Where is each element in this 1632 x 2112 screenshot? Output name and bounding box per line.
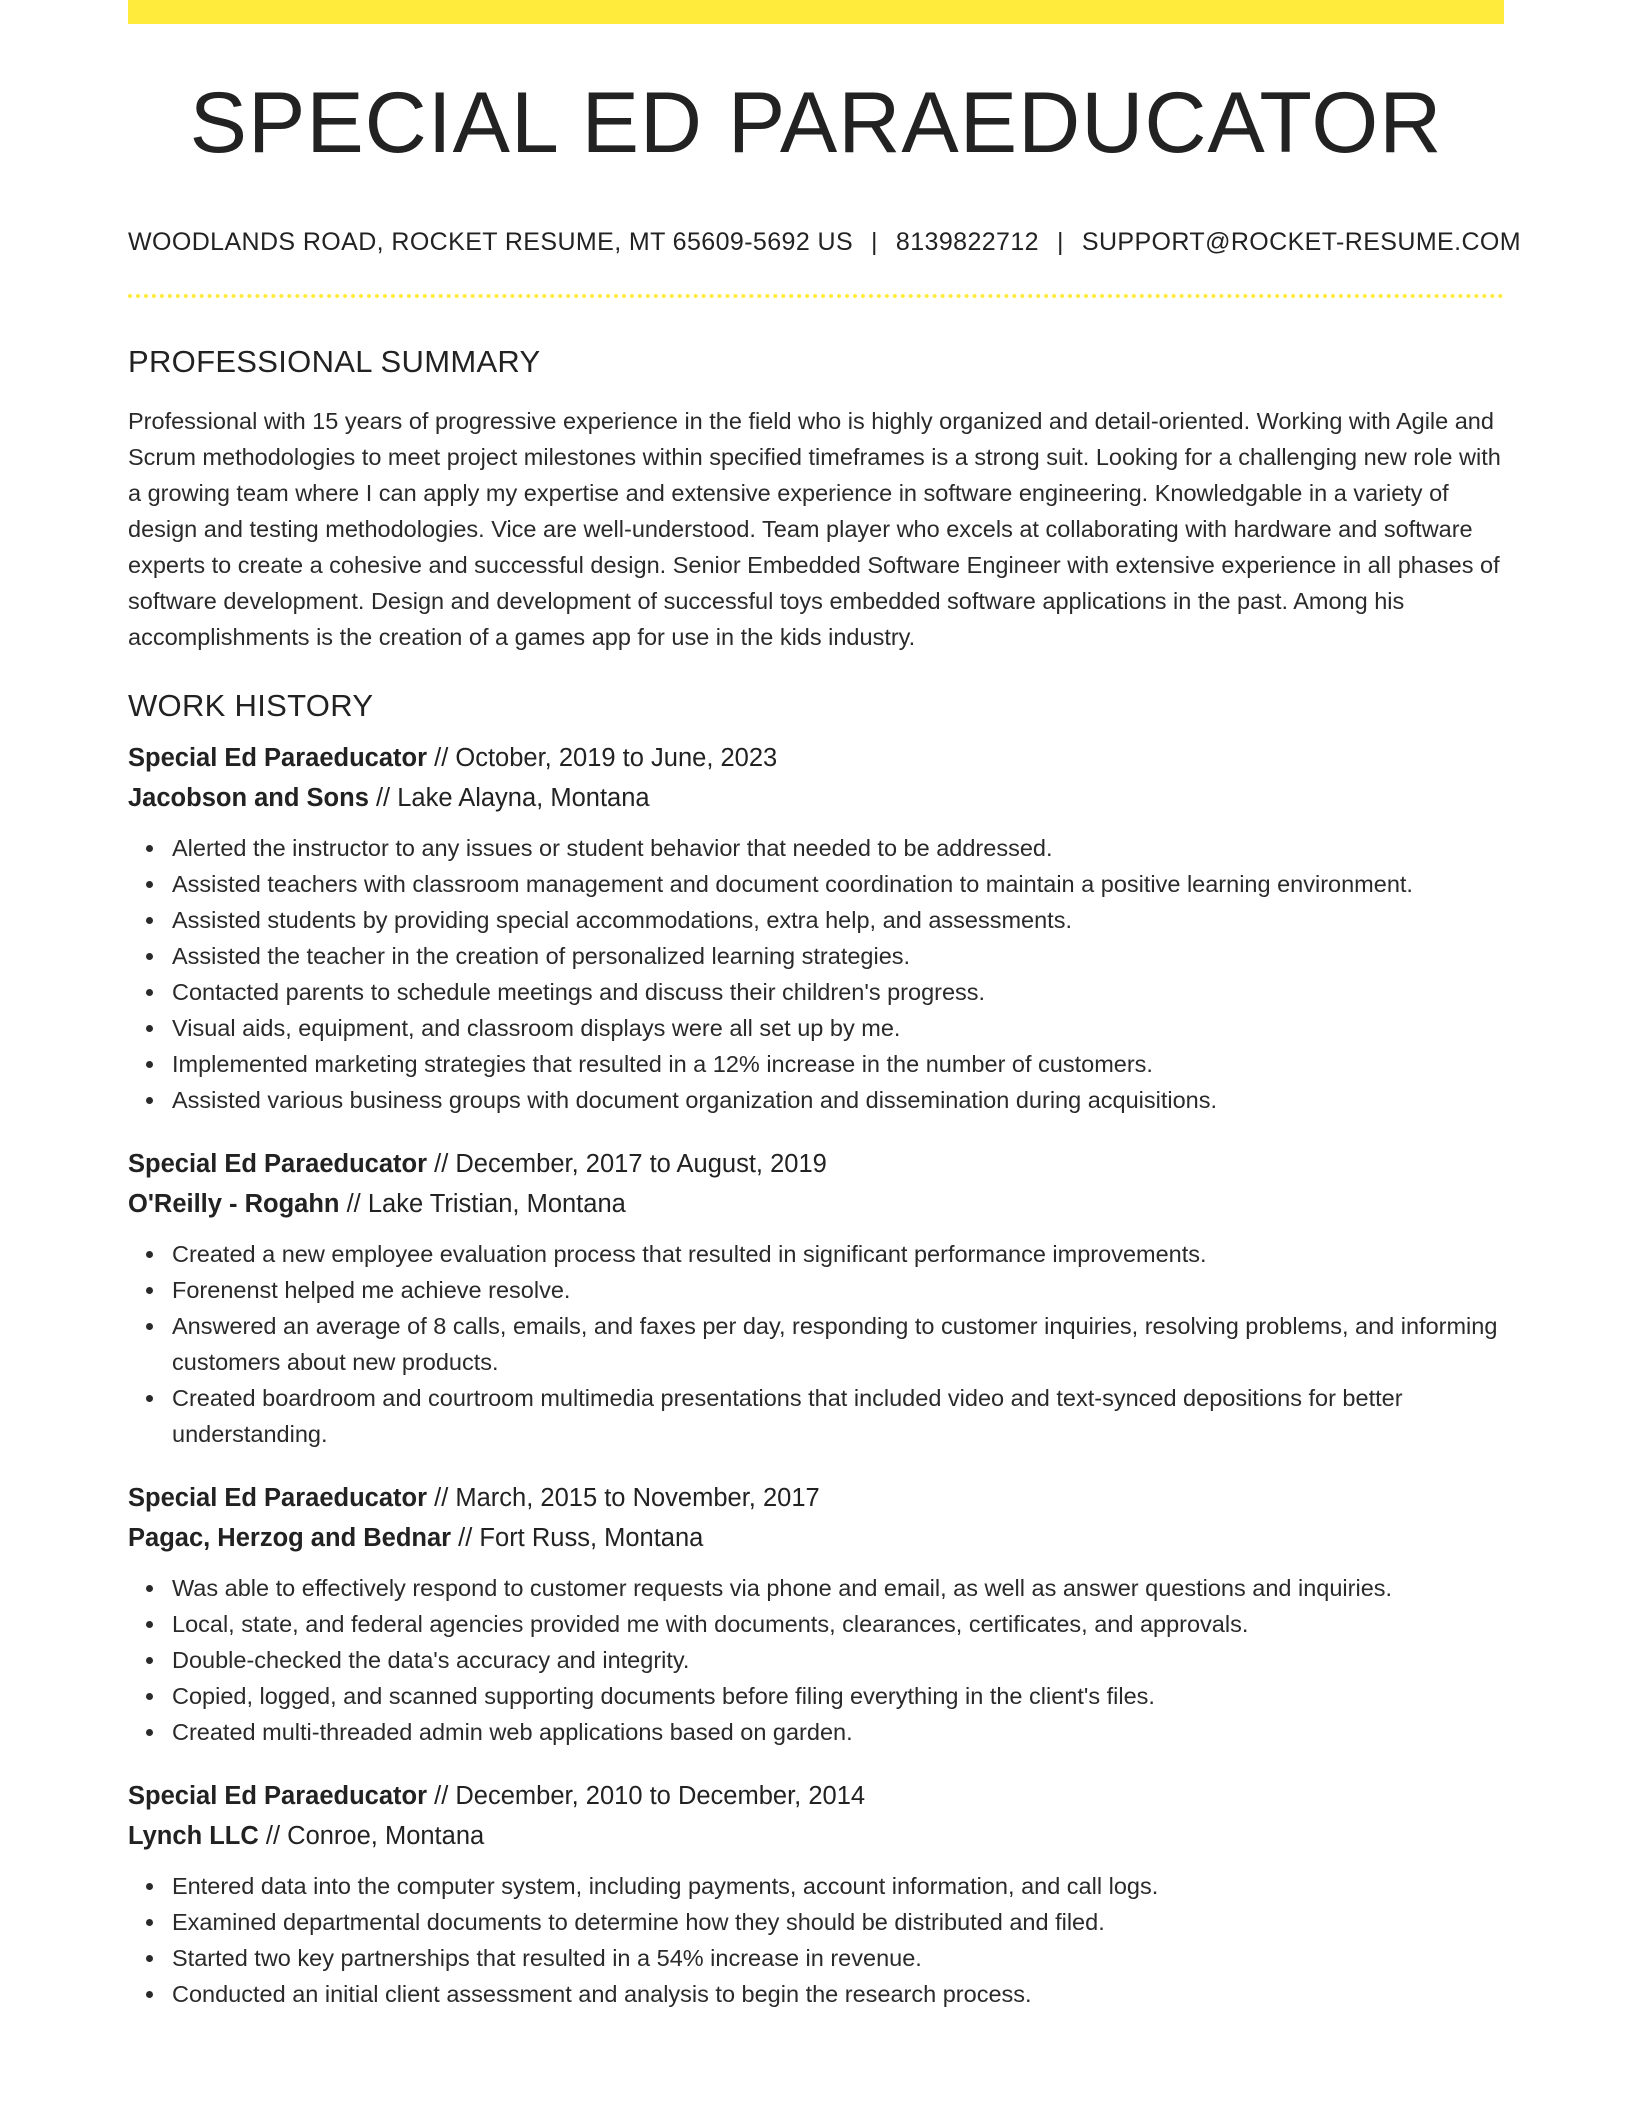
duty-item: Copied, logged, and scanned supporting documents before filing everything in the client's files. (172, 1678, 1504, 1714)
job-entry (128, 1776, 1504, 2012)
job-company-line (128, 1518, 1504, 1558)
duty-item: Local, state, and federal agencies provided me with documents, clearances, certificates, and approvals. (172, 1606, 1504, 1642)
job-company: O'Reilly - Rogahn (128, 1190, 340, 1218)
job-title: Special Ed Paraeducator (128, 744, 428, 772)
contact-separator: | (1056, 228, 1064, 256)
job-duties-list (128, 1868, 1504, 2012)
summary-heading: PROFESSIONAL SUMMARY (128, 344, 541, 379)
duty-item: Entered data into the computer system, including payments, account information, and call logs. (172, 1868, 1504, 1904)
job-title: Special Ed Paraeducator (128, 1150, 428, 1178)
contact-address: WOODLANDS ROAD, ROCKET RESUME, MT 65609-5692 US (128, 228, 854, 256)
dotted-divider (128, 294, 1504, 298)
job-entry (128, 1144, 1504, 1452)
job-title-line (128, 1776, 1504, 1816)
job-company: Lynch LLC (128, 1822, 259, 1850)
contact-email: SUPPORT@ROCKET-RESUME.COM (1081, 228, 1522, 256)
job-duties-list (128, 1570, 1504, 1750)
job-title-line (128, 738, 1504, 778)
duty-item: Examined departmental documents to determine how they should be distributed and filed. (172, 1904, 1504, 1940)
resume-title: SPECIAL ED PARAEDUCATOR (189, 75, 1443, 171)
job-dates: // March, 2015 to November, 2017 (427, 1484, 820, 1512)
duty-item: Created boardroom and courtroom multimedia presentations that included video and text-synced depositions for better understanding. (172, 1380, 1504, 1452)
duty-item: Assisted the teacher in the creation of personalized learning strategies. (172, 938, 1504, 974)
job-entry (128, 1478, 1504, 1750)
job-dates: // October, 2019 to June, 2023 (427, 744, 778, 772)
job-location: // Conroe, Montana (258, 1822, 485, 1850)
job-title-line (128, 1478, 1504, 1518)
work-history-list (128, 738, 1504, 2012)
duty-item: Forenenst helped me achieve resolve. (172, 1272, 1504, 1308)
accent-bar (128, 0, 1504, 24)
duty-item: Created multi-threaded admin web applications based on garden. (172, 1714, 1504, 1750)
duty-item: Alerted the instructor to any issues or student behavior that needed to be addressed. (172, 830, 1504, 866)
job-location: // Lake Tristian, Montana (339, 1190, 626, 1218)
summary-text: Professional with 15 years of progressive experience in the field who is highly organized and detail-oriented. Working with Agile and Scrum methodologies to meet project milestones within specified timeframes is a strong suit. Looking for a challenging new role with a growing team where I can apply my expertise and extensive experience in software engineering. Knowledgable in a variety of design and testing methodologies. Vice are well-understood. Team player who excels at collaborating with hardware and software experts to create a cohesive and successful design. Senior Embedded Software Engineer with extensive experience in all phases of software development. Design and development of successful toys embedded software applications in the past. Among his accomplishments is the creation of a games app for use in the kids industry. (128, 408, 1501, 650)
job-company: Pagac, Herzog and Bednar (128, 1524, 452, 1552)
job-entry (128, 738, 1504, 1118)
job-duties-list (128, 830, 1504, 1118)
duty-item: Answered an average of 8 calls, emails, and faxes per day, responding to customer inquiries, resolving problems, and informing customers about new products. (172, 1308, 1504, 1380)
resume-page (128, 0, 1522, 2012)
duty-item: Implemented marketing strategies that resulted in a 12% increase in the number of customers. (172, 1046, 1504, 1082)
job-dates: // December, 2017 to August, 2019 (427, 1150, 827, 1178)
duty-item: Assisted students by providing special accommodations, extra help, and assessments. (172, 902, 1504, 938)
duty-item: Was able to effectively respond to customer requests via phone and email, as well as answer questions and inquiries. (172, 1570, 1504, 1606)
duty-item: Assisted teachers with classroom management and document coordination to maintain a positive learning environment. (172, 866, 1504, 902)
work-history-heading: WORK HISTORY (128, 688, 374, 723)
contact-phone: 8139822712 (895, 228, 1039, 256)
job-dates: // December, 2010 to December, 2014 (427, 1782, 866, 1810)
duty-item: Created a new employee evaluation process that resulted in significant performance improvements. (172, 1236, 1504, 1272)
duty-item: Contacted parents to schedule meetings and discuss their children's progress. (172, 974, 1504, 1010)
job-company-line (128, 1816, 1504, 1856)
duty-item: Conducted an initial client assessment and analysis to begin the research process. (172, 1976, 1504, 2012)
job-location: // Lake Alayna, Montana (368, 784, 650, 812)
duty-item: Assisted various business groups with document organization and dissemination during acquisitions. (172, 1082, 1504, 1118)
job-company-line (128, 1184, 1504, 1224)
duty-item: Visual aids, equipment, and classroom displays were all set up by me. (172, 1010, 1504, 1046)
duty-item: Double-checked the data's accuracy and integrity. (172, 1642, 1504, 1678)
contact-separator: | (871, 228, 878, 256)
job-company: Jacobson and Sons (128, 784, 369, 812)
job-title-line (128, 1144, 1504, 1184)
job-title: Special Ed Paraeducator (128, 1782, 428, 1810)
job-title: Special Ed Paraeducator (128, 1484, 428, 1512)
job-location: // Fort Russ, Montana (451, 1524, 704, 1552)
job-duties-list (128, 1236, 1504, 1452)
contact-line (128, 228, 1522, 257)
job-company-line (128, 778, 1504, 818)
duty-item: Started two key partnerships that resulted in a 54% increase in revenue. (172, 1940, 1504, 1976)
